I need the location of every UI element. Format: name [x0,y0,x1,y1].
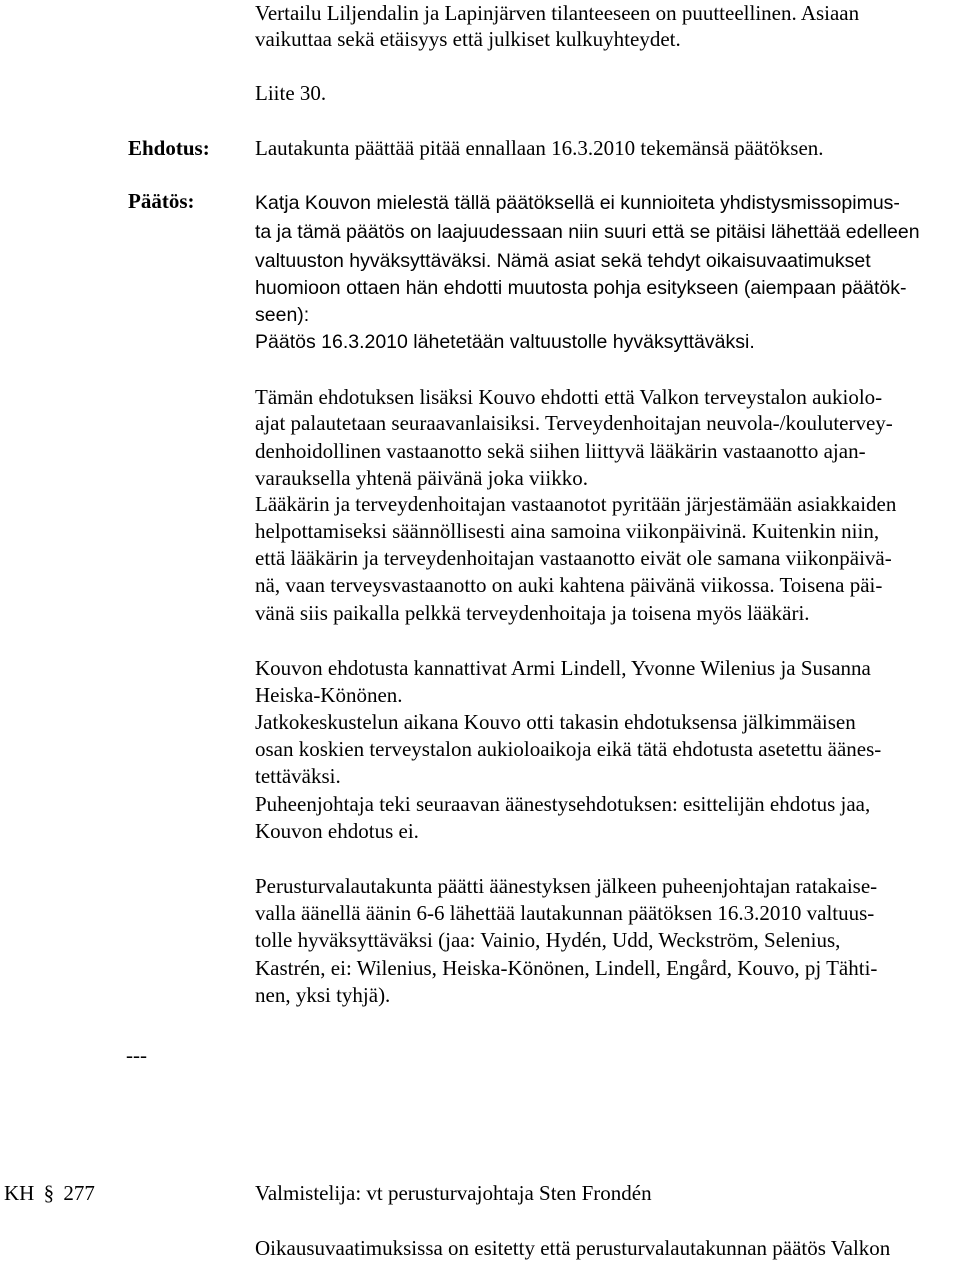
paatos-label: Päätös: [128,189,195,213]
section-separator: --- [126,1043,147,1067]
paatos-p1-line: valtuuston hyväksyttäväksi. Nämä asiat sekä tehdyt oikaisuvaatimukset [255,250,871,272]
paatos-p2-line: denhoidollinen vastaanotto sekä siihen liittyvä lääkärin vastaanotto ajan- [255,439,866,463]
paatos-p4-line: tolle hyväksyttäväksi (jaa: Vainio, Hydén, Udd, Weckström, Selenius, [255,928,841,952]
paatos-p2-line: ajat palautetaan seuraavanlaisiksi. Terveydenhoitajan neuvola-/koulutervey- [255,411,893,435]
paatos-p1-line: seen): [255,304,310,326]
paatos-p1-line: Katja Kouvon mielestä tällä päätöksellä ei kunnioiteta yhdistysmissopimus- [255,192,900,214]
ehdotus-text: Lautakunta päättää pitää ennallaan 16.3.2010 tekemänsä päätöksen. [255,136,824,160]
paatos-p3-line: Kouvon ehdotusta kannattivat Armi Lindell, Yvonne Wilenius ja Susanna [255,656,871,680]
paatos-p2-line: että lääkärin ja terveydenhoitajan vastaanotto eivät ole samana viikonpäivä- [255,546,892,570]
liite-reference: Liite 30. [255,81,327,105]
intro-line-2: vaikuttaa sekä etäisyys että julkiset kulkuyhteydet. [255,27,681,51]
paatos-p2-line: Lääkärin ja terveydenhoitajan vastaanotot pyritään järjestämään asiakkaiden [255,492,897,516]
paatos-p2-line: varauksella yhtenä päivänä joka viikko. [255,466,588,490]
paatos-p3-line: Puheenjohtaja teki seuraavan äänestysehdotuksen: esittelijän ehdotus jaa, [255,792,871,816]
kh-section-heading [4,1180,95,1206]
paatos-p3-line: Kouvon ehdotus ei. [255,819,419,843]
valmistelija-line: Valmistelija: vt perusturvajohtaja Sten Frondén [255,1181,652,1205]
paatos-p3-line: tettäväksi. [255,764,341,788]
paatos-p2-line: nä, vaan terveysvastaanotto on auki kahtena päivänä viikossa. Toisena päi- [255,573,883,597]
paatos-p3-line: Jatkokeskustelun aikana Kouvo otti takasin ehdotuksensa jälkimmäisen [255,710,856,734]
paatos-p3-line: Heiska-Könönen. [255,683,403,707]
kh-number: 277 [63,1181,95,1205]
paatos-p1-line: huomioon ottaen hän ehdotti muutosta pohja esitykseen (aiempaan päätök- [255,277,907,299]
paatos-p1-line: Päätös 16.3.2010 lähetetään valtuustolle hyväksyttäväksi. [255,331,755,353]
paatos-p3-line: osan koskien terveystalon aukioloaikoja eikä tätä ehdotusta asetettu äänes- [255,737,882,761]
section-sign-icon: § [43,1181,55,1205]
paatos-p2-line: Tämän ehdotuksen lisäksi Kouvo ehdotti että Valkon terveystalon aukiolo- [255,385,883,409]
intro-line-1: Vertailu Liljendalin ja Lapinjärven tilanteeseen on puutteellinen. Asiaan [255,1,860,25]
paatos-p2-line: helpottamiseksi säännöllisesti aina samoina viikonpäivinä. Kuitenkin niin, [255,519,880,543]
paatos-p4-line: nen, yksi tyhjä). [255,983,391,1007]
paatos-p4-line: Perusturvalautakunta päätti äänestyksen jälkeen puheenjohtajan ratakaise- [255,874,878,898]
ehdotus-label: Ehdotus: [128,136,210,160]
kh-prefix: KH [4,1181,35,1205]
paatos-p2-line: vänä siis paikalla pelkkä terveydenhoitaja ja toisena myös lääkäri. [255,601,810,625]
paatos-p4-line: valla äänellä äänin 6-6 lähettää lautakunnan päätöksen 16.3.2010 valtuus- [255,901,875,925]
paatos-p4-line: Kastrén, ei: Wilenius, Heiska-Könönen, Lindell, Engård, Kouvo, pj Tähti- [255,956,878,980]
kh-body-first-line: Oikausuvaatimuksissa on esitetty että perusturvalautakunnan päätös Valkon [255,1236,891,1260]
paatos-p1-line: ta ja tämä päätös on laajuudessaan niin suuri että se pitäisi lähettää edelleen [255,221,920,243]
